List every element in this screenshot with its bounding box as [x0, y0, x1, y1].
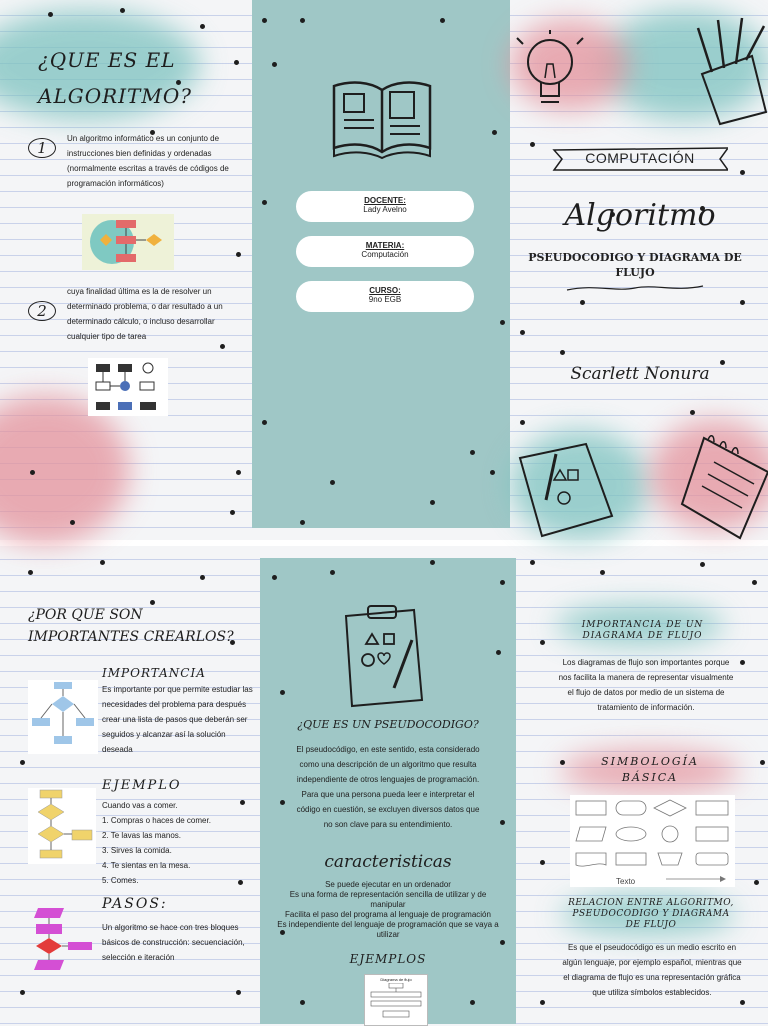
decorative-dot — [740, 1000, 745, 1005]
caracteristica-item: Se puede ejecutar en un ordenador — [325, 880, 451, 889]
decorative-dot — [520, 420, 525, 425]
decorative-dot — [530, 560, 535, 565]
ejemplo-flowchart-thumbnail — [28, 788, 96, 864]
simbologia-title: SIMBOLOGÍA BÁSICA — [601, 755, 699, 784]
decorative-dot — [740, 170, 745, 175]
left-bottom-heading: ¿POR QUE SON IMPORTANTES CREARLOS? — [28, 607, 234, 645]
cover-title: Algoritmo — [564, 198, 716, 233]
decorative-dot — [492, 130, 497, 135]
decorative-dot — [580, 300, 585, 305]
decorative-dot — [262, 200, 267, 205]
ejemplo-title: EJEMPLO — [102, 778, 182, 793]
importancia-flowchart-thumbnail — [28, 680, 98, 754]
decorative-dot — [540, 640, 545, 645]
decorative-dot — [20, 990, 25, 995]
cover-banner — [552, 146, 728, 172]
materia-value: Computación — [361, 250, 409, 259]
decorative-dot — [470, 450, 475, 455]
cover-flourish — [565, 282, 705, 294]
example-doc-title: Diagrama de flujo — [380, 977, 412, 982]
decorative-dot — [500, 940, 505, 945]
ejemplo-step: 3. Sirves la comida. — [102, 846, 172, 855]
decorative-dot — [330, 570, 335, 575]
decorative-dot — [490, 470, 495, 475]
ejemplo-steps — [102, 798, 252, 888]
ejemplo-step: 4. Te sientas en la mesa. — [102, 861, 191, 870]
decorative-dot — [272, 62, 277, 67]
ejemplos-title: EJEMPLOS — [349, 952, 427, 966]
decorative-dot — [760, 760, 765, 765]
flowchart-thumbnail-1 — [82, 214, 174, 270]
number-one-badge: 1 — [28, 138, 56, 158]
left-top-item-2-text: cuya finalidad última es la de resolver un determinado problema, o dar resultado a un determinado cálculo, o incluso desarrollar cualquier tipo de tarea — [67, 287, 223, 341]
cover-banner-text: COMPUTACIÓN — [585, 150, 695, 166]
decorative-dot — [280, 800, 285, 805]
decorative-dot — [540, 860, 545, 865]
decorative-dot — [330, 480, 335, 485]
decorative-dot — [280, 690, 285, 695]
decorative-dot — [30, 470, 35, 475]
decorative-dot — [236, 252, 241, 257]
pencil-cup-icon — [690, 16, 768, 126]
clipboard-icon — [338, 604, 428, 708]
decorative-dot — [300, 1000, 305, 1005]
decorative-dot — [470, 1000, 475, 1005]
decorative-dot — [200, 24, 205, 29]
pseudocodigo-question: ¿QUE ES UN PSEUDOCODIGO? — [297, 718, 479, 731]
decorative-dot — [690, 410, 695, 415]
curso-value: 9no EGB — [368, 295, 402, 304]
curso-pill — [296, 281, 474, 312]
decorative-dot — [236, 470, 241, 475]
relacion-text: Es que el pseudocódigo es un medio escrito en algún lenguaje, por ejemplo español, mientras que el diagrama de flujo es una representación gráfica que utiliza símbolos establecidos. — [562, 943, 742, 997]
materia-label: MATERIA: — [365, 241, 405, 250]
docente-value: Lady Avelno — [363, 205, 407, 214]
decorative-dot — [754, 880, 759, 885]
decorative-dot — [28, 570, 33, 575]
diagrama-importancia-text: Los diagramas de flujo son importantes porque nos facilita la manera de representar visualmente el flujo de datos por medio de un sistema de tratamiento de información. — [558, 658, 734, 712]
decorative-dot — [560, 350, 565, 355]
pink-blob-left — [0, 395, 130, 545]
ejemplo-step: 1. Compras o haces de comer. — [102, 816, 211, 825]
decorative-dot — [200, 575, 205, 580]
decorative-dot — [752, 580, 757, 585]
decorative-dot — [236, 990, 241, 995]
importancia-title: IMPORTANCIA — [102, 666, 206, 680]
clipboard-shapes-icon — [516, 440, 616, 540]
curso-label: CURSO: — [369, 286, 401, 295]
diagrama-importancia-title: IMPORTANCIA DE UN DIAGRAMA DE FLUJO — [581, 620, 704, 641]
caracteristica-item: Facilita el paso del programa al lenguaje de programación — [285, 910, 491, 919]
pseudocodigo-answer: El pseudocódigo, en este sentido, esta considerado como una descripción de un algoritmo que resulta independiente de otros lenguajes de programación. Para que una persona pueda leer e interpretar el código en cuestión, se excluyen diversos datos que no son clave para su entendimiento. — [296, 745, 480, 829]
decorative-dot — [300, 520, 305, 525]
symbols-caption: Texto — [616, 877, 636, 886]
simbologia-symbols-chart — [570, 795, 735, 887]
decorative-dot — [560, 760, 565, 765]
decorative-dot — [540, 1000, 545, 1005]
decorative-dot — [120, 8, 125, 13]
decorative-dot — [600, 570, 605, 575]
decorative-dot — [500, 320, 505, 325]
cover-author: Scarlett Nonura — [570, 364, 710, 384]
relacion-title: RELACION ENTRE ALGORITMO, PSEUDOCODIGO Y DIAGRAMA DE FLUJO — [568, 898, 734, 930]
caracteristica-item: Es una forma de representación sencilla de utilizar y de manipular — [289, 890, 487, 909]
ejemplo-step: Cuando vas a comer. — [102, 801, 178, 810]
decorative-dot — [230, 510, 235, 515]
decorative-dot — [48, 12, 53, 17]
decorative-dot — [262, 18, 267, 23]
decorative-dot — [100, 560, 105, 565]
decorative-dot — [430, 560, 435, 565]
decorative-dot — [520, 330, 525, 335]
light-bulb-icon — [515, 30, 585, 120]
flowchart-thumbnail-2 — [88, 358, 168, 416]
decorative-dot — [530, 142, 535, 147]
open-book-icon — [328, 72, 436, 160]
decorative-dot — [300, 18, 305, 23]
decorative-dot — [20, 760, 25, 765]
decorative-dot — [440, 18, 445, 23]
caracteristica-item: Es independiente del lenguaje de programación que se vaya a utilizar — [277, 920, 499, 939]
decorative-dot — [740, 300, 745, 305]
decorative-dot — [430, 500, 435, 505]
notepad-icon — [680, 432, 768, 540]
decorative-dot — [700, 562, 705, 567]
decorative-dot — [220, 344, 225, 349]
materia-pill — [296, 236, 474, 267]
number-two-badge: 2 — [28, 301, 56, 321]
ejemplo-step: 5. Comes. — [102, 876, 139, 885]
left-top-item-1-text: Un algoritmo informático es un conjunto de instrucciones bien definidas y ordenadas (normalmente escritas a través de códigos de programación informáticos) — [67, 134, 229, 188]
pasos-flowchart-thumbnail — [28, 904, 100, 978]
decorative-dot — [70, 520, 75, 525]
docente-pill — [296, 191, 474, 222]
docente-label: DOCENTE: — [364, 196, 406, 205]
decorative-dot — [234, 60, 239, 65]
ejemplo-pseudocode-document — [364, 974, 428, 1026]
left-top-heading: ¿QUE ES EL ALGORITMO? — [38, 48, 192, 108]
decorative-dot — [500, 820, 505, 825]
decorative-dot — [262, 420, 267, 425]
cover-subtitle: PSEUDOCODIGO Y DIAGRAMA DE FLUJO — [528, 251, 742, 279]
ejemplo-step: 2. Te lavas las manos. — [102, 831, 182, 840]
caracteristicas-title: caracteristicas — [324, 852, 452, 872]
decorative-dot — [740, 660, 745, 665]
pasos-text: Un algoritmo se hace con tres bloques básicos de construcción: secuenciación, selección e iteración — [102, 923, 245, 962]
decorative-dot — [496, 650, 501, 655]
importancia-text: Es importante por que permite estudiar las necesidades del problema para después crear una lista de pasos que deberán ser seguidos y alcanzar así la solución deseada — [102, 685, 253, 754]
decorative-dot — [500, 580, 505, 585]
pasos-title: PASOS: — [102, 896, 168, 912]
panel-divider — [0, 540, 768, 546]
caracteristicas-list — [272, 880, 504, 940]
decorative-dot — [272, 575, 277, 580]
